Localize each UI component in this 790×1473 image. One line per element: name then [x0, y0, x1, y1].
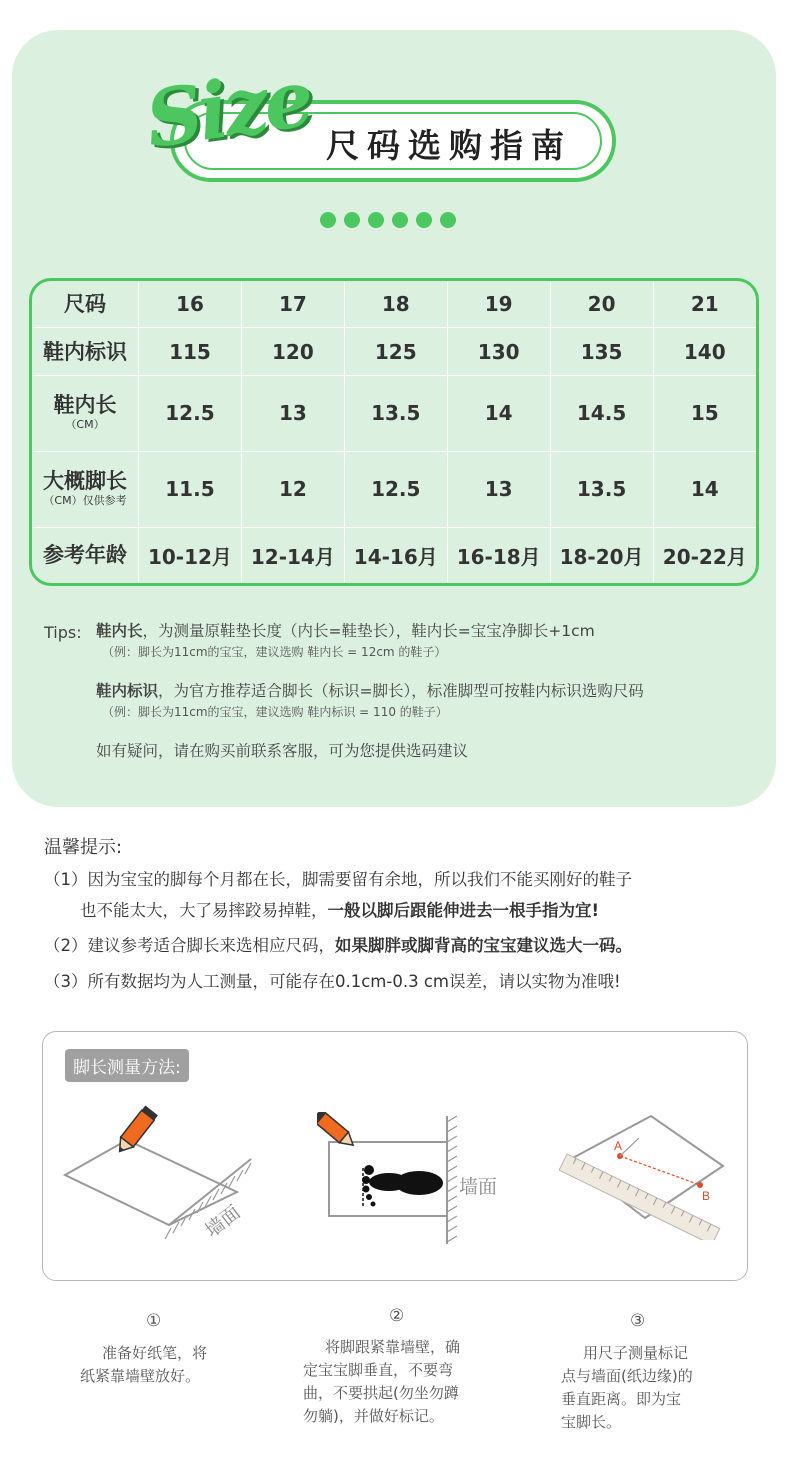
point-a-label: A [614, 1139, 623, 1153]
point-b-label: B [702, 1189, 711, 1203]
table-cell: 13 [447, 451, 550, 527]
tip-contact-text: 如有疑问，请在购买前联系客服，可为您提供选码建议 [96, 742, 469, 760]
table-cell: 130 [447, 328, 550, 376]
measure-method-box [42, 1031, 748, 1281]
tip-example: （例：脚长为11cm的宝宝，建议选购 鞋内标识 = 110 的鞋子） [102, 705, 448, 719]
method-badge: 脚长测量方法: [65, 1049, 189, 1082]
row-header-label: 尺码 [64, 292, 106, 317]
row-header [32, 328, 139, 376]
table-cell: 16-18月 [447, 527, 550, 583]
table-cell: 19 [447, 281, 550, 328]
page-title: 尺码选购指南 [326, 126, 572, 165]
row-header-label: 鞋内标识 [43, 339, 127, 364]
tip-main [96, 620, 756, 642]
reminder-emphasis: 一般以脚后跟能伸进去一根手指为宜! [327, 901, 600, 920]
dot [440, 212, 456, 228]
reminder-line-1: （1）因为宝宝的脚每个月都在长，脚需要留有余地，所以我们不能买刚好的鞋子 [44, 870, 632, 889]
table-cell: 20 [550, 281, 653, 328]
table-cell: 16 [139, 281, 242, 328]
table-cell: 18-20月 [550, 527, 653, 583]
step-line: 准备好纸笔，将 [102, 1344, 208, 1362]
reminder-text: 也不能太大，大了易摔跤易掉鞋， [80, 901, 328, 920]
row-header-label: 参考年龄 [43, 543, 127, 568]
table-cell: 15 [653, 375, 756, 451]
size-table [29, 278, 759, 586]
dot [344, 212, 360, 228]
table-cell: 14 [653, 451, 756, 527]
table-cell: 125 [344, 328, 447, 376]
table-cell: 21 [653, 281, 756, 328]
table-cell: 18 [344, 281, 447, 328]
ruler-measure-illustration [559, 1110, 731, 1240]
table-cell: 115 [139, 328, 242, 376]
tip-text: ，为官方推荐适合脚长（标识=脚长），标准脚型可按鞋内标识选购尺码 [158, 682, 644, 700]
dot [368, 212, 384, 228]
row-header [32, 281, 139, 328]
wall-label: 墙面 [201, 1201, 245, 1243]
row-header-label: 大概脚长 [43, 469, 127, 494]
table-cell: 13.5 [550, 451, 653, 527]
tip-inner-length [96, 620, 756, 662]
paper-pencil-illustration [61, 1097, 261, 1257]
reminder-line-2 [44, 932, 632, 956]
row-header-sublabel: （CM）仅供参考 [43, 494, 127, 508]
tip-contact [96, 740, 756, 762]
table-cell: 135 [550, 328, 653, 376]
size-logo: Size [140, 53, 316, 166]
step-number: ① [146, 1311, 162, 1331]
table-cell: 17 [241, 281, 344, 328]
step-description [80, 1342, 207, 1388]
step-description [303, 1336, 460, 1428]
table-cell: 14.5 [550, 375, 653, 451]
table-cell: 14-16月 [344, 527, 447, 583]
step-line: 将脚跟紧靠墙壁，确 [325, 1338, 461, 1356]
row-header-sublabel: （CM） [65, 418, 105, 432]
foot-on-paper-illustration [317, 1112, 467, 1252]
table-cell: 12.5 [139, 375, 242, 451]
table-cell: 13 [241, 375, 344, 451]
row-header [32, 375, 139, 451]
size-table-row [32, 375, 756, 451]
step-line: 定宝宝脚垂直，不要弯 [303, 1361, 454, 1379]
size-table-row [32, 328, 756, 376]
step-line: 纸紧靠墙壁放好。 [80, 1367, 201, 1385]
tips-label: Tips: [44, 623, 82, 642]
reminder-title: 温馨提示: [44, 837, 123, 858]
step-line: 勿躺)，并做好标记。 [303, 1407, 444, 1425]
table-cell: 120 [241, 328, 344, 376]
tip-term: 鞋内标识 [96, 682, 159, 700]
step-number: ② [389, 1306, 405, 1326]
table-cell: 12-14月 [241, 527, 344, 583]
dot [416, 212, 432, 228]
table-cell: 20-22月 [662, 544, 747, 569]
tip-inner-label [96, 680, 756, 722]
table-cell: 10-12月 [139, 527, 242, 583]
row-header-label: 鞋内长 [53, 393, 117, 418]
table-cell: 14 [447, 375, 550, 451]
reminder-line-3: （3）所有数据均为人工测量，可能存在0.1cm-0.3 cm误差，请以实物为准哦! [44, 972, 621, 991]
tip-text: ，为测量原鞋垫长度（内长=鞋垫长），鞋内长=宝宝净脚长+1cm [142, 622, 595, 640]
row-header [32, 527, 139, 583]
step-line: 用尺子测量标记 [583, 1344, 689, 1362]
dot [320, 212, 336, 228]
table-cell: 13.5 [344, 375, 447, 451]
step-line: 点与墙面(纸边缘)的 [561, 1367, 693, 1385]
size-table-row [32, 451, 756, 527]
reminder-emphasis: 如果脚胖或脚背高的宝宝建议选大一码。 [335, 936, 632, 955]
tip-example: （例：脚长为11cm的宝宝，建议选购 鞋内长 = 12cm 的鞋子） [102, 645, 447, 659]
size-table-row [32, 527, 756, 583]
step-line: 垂直距离。即为宝 [561, 1390, 682, 1408]
table-cell: 11.5 [139, 451, 242, 527]
table-cell: 12 [241, 451, 344, 527]
tip-term: 鞋内长 [96, 622, 143, 640]
size-table-row [32, 281, 756, 328]
reminder-line-1b [80, 897, 599, 921]
dot [392, 212, 408, 228]
step-description [561, 1342, 693, 1434]
step-line: 宝脚长。 [561, 1413, 622, 1431]
decorative-dots [320, 212, 456, 228]
reminder-text: （2）建议参考适合脚长来选相应尺码， [44, 936, 335, 955]
row-header [32, 451, 139, 527]
table-cell: 140 [653, 328, 756, 376]
wall-label: 墙面 [459, 1176, 498, 1198]
tip-main [96, 680, 756, 702]
step-number: ③ [630, 1311, 646, 1331]
step-line: 曲，不要拱起(勿坐勿蹲 [303, 1384, 459, 1402]
table-cell: 12.5 [344, 451, 447, 527]
